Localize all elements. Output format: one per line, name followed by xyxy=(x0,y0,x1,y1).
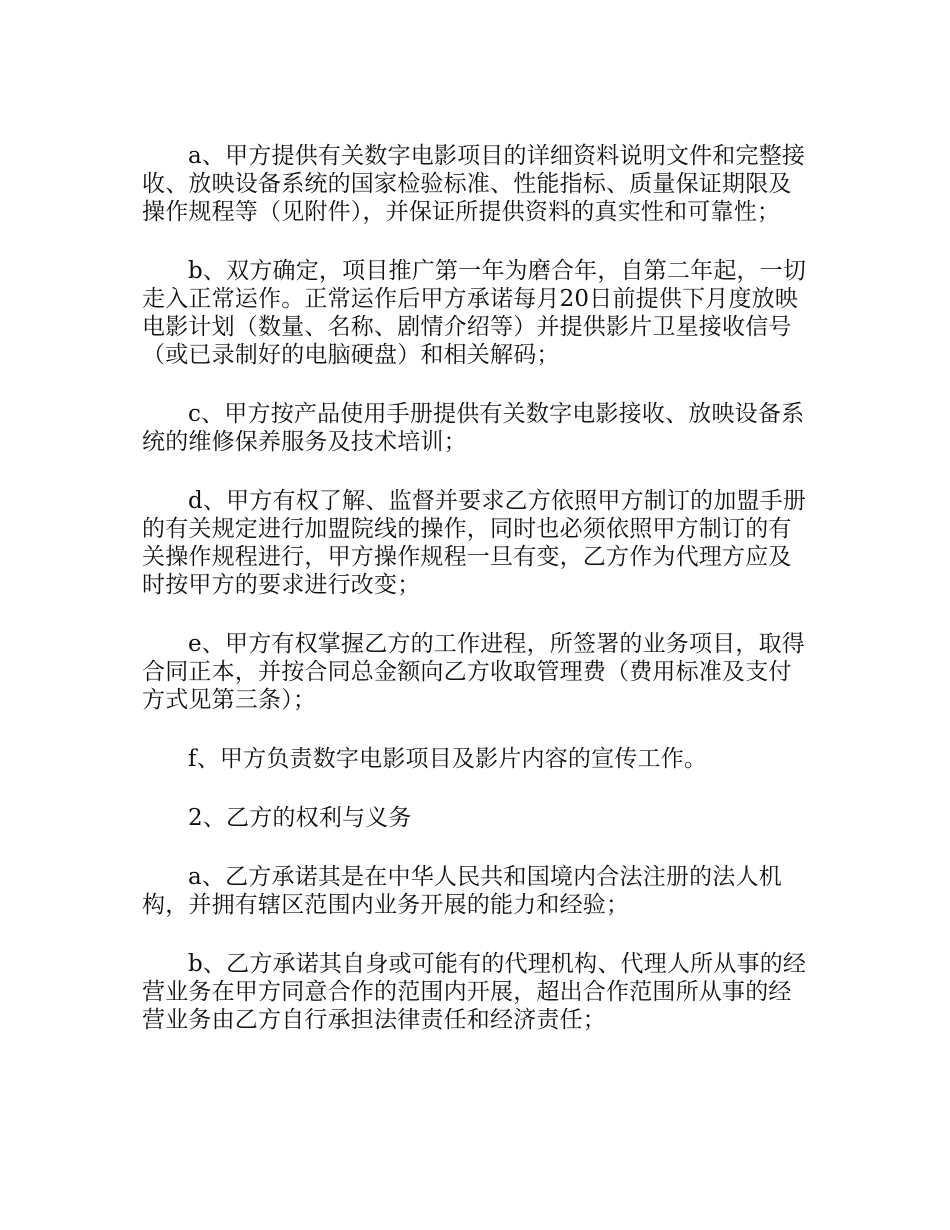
paragraph-b-party-b-business-scope: b、乙方承诺其自身或可能有的代理机构、代理人所从事的经营业务在甲方同意合作的范围内开展，超出合作范围所从事的经营业务由乙方自行承担法律责任和经济责任； xyxy=(142,951,807,1033)
paragraph-a-party-a-materials: a、甲方提供有关数字电影项目的详细资料说明文件和完整接收、放映设备系统的国家检验标准、性能指标、质量保证期限及操作规程等（见附件），并保证所提供资料的真实性和可靠性； xyxy=(142,143,806,225)
paragraph-b-operation-schedule: b、双方确定，项目推广第一年为磨合年，自第二年起，一切走入正常运作。正常运作后甲方承诺每月20日前提供下月度放映电影计划（数量、名称、剧情介绍等）并提供影片卫星接收信号（或已录制好的电脑硬盘）和相关解码； xyxy=(142,258,807,368)
section-heading-party-b-rights: 2、乙方的权利与义务 xyxy=(188,805,412,831)
paragraph-c-maintenance-training: c、甲方按产品使用手册提供有关数字电影接收、放映设备系统的维修保养服务及技术培训； xyxy=(142,401,805,455)
paragraph-f-publicity: f、甲方负责数字电影项目及影片内容的宣传工作。 xyxy=(188,746,708,772)
document-body xyxy=(142,142,810,1034)
paragraph-a-party-b-registration: a、乙方承诺其是在中华人民共和国境内合法注册的法人机构，并拥有辖区范围内业务开展的能力和经验； xyxy=(142,864,782,918)
paragraph-e-progress-management-fee: e、甲方有权掌握乙方的工作进程，所签署的业务项目，取得合同正本，并按合同总金额向乙方收取管理费（费用标准及支付方式见第三条）； xyxy=(142,631,806,713)
paragraph-d-supervision-rights: d、甲方有权了解、监督并要求乙方依照甲方制订的加盟手册的有关规定进行加盟院线的操作，同时也必须依照甲方制订的有关操作规程进行，甲方操作规程一旦有变，乙方作为代理方应及时按甲方的要求进行改变； xyxy=(142,488,807,598)
